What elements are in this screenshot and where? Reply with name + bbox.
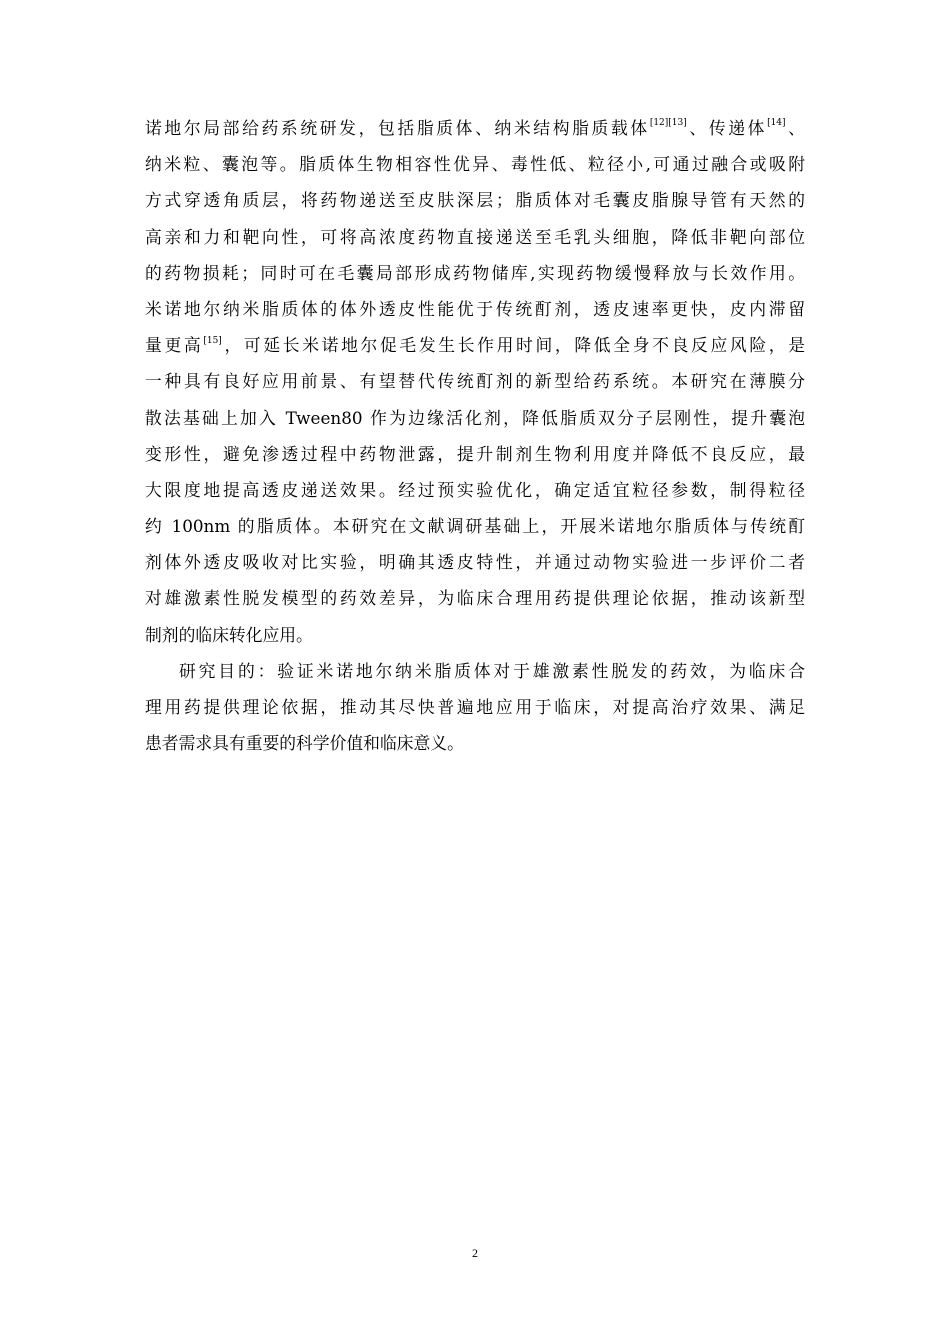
paragraph-background: [145, 110, 805, 653]
text-run: 的药物损耗；同时可在毛囊局部形成药物储库,实现药物缓慢释放与长效作用。: [145, 262, 805, 283]
text-line: [145, 182, 805, 218]
text-line: [145, 146, 805, 182]
text-run: 变形性，避免渗透过程中药物泄露，提升制剂生物利用度并降低不良反应，最: [145, 443, 805, 464]
text-line: [145, 617, 805, 653]
text-line: [145, 363, 805, 399]
text-line: [145, 327, 805, 363]
text-line: [145, 689, 805, 725]
body-text: [145, 110, 805, 761]
text-line: [145, 291, 805, 327]
text-run: 高亲和力和靶向性，可将高浓度药物直接递送至毛乳头细胞，降低非靶向部位: [145, 226, 805, 247]
text-run: 、传递体: [686, 118, 768, 138]
text-line: [145, 508, 805, 544]
text-line: [145, 400, 805, 436]
text-line: [145, 255, 805, 291]
text-run: ，可延长米诺地尔促毛发生长作用时间，降低全身不良反应风险，是: [221, 335, 805, 356]
text-run: 患者需求具有重要的科学价值和临床意义。: [145, 733, 464, 754]
citation-reference: [12][13]: [649, 118, 687, 129]
text-run: 约 100nm 的脂质体。本研究在文献调研基础上，开展米诺地尔脂质体与传统酊: [145, 516, 805, 537]
text-run: 米诺地尔纳米脂质体的体外透皮性能优于传统酊剂，透皮速率更快，皮内滞留: [145, 298, 805, 319]
text-run: 一种具有良好应用前景、有望替代传统酊剂的新型给药系统。本研究在薄膜分: [145, 371, 805, 392]
text-run: 、: [785, 118, 805, 138]
text-run: 制剂的临床转化应用。: [145, 624, 313, 645]
text-line: [145, 653, 805, 689]
text-run: 理用药提供理论依据，推动其尽快普遍地应用于临床，对提高治疗效果、满足: [145, 697, 805, 717]
paragraph-research-purpose: [145, 653, 805, 762]
text-run: 散法基础上加入 Tween80 作为边缘活化剂，降低脂质双分子层刚性，提升囊泡: [145, 407, 805, 428]
page-number: 2: [472, 1246, 478, 1260]
text-run: 剂体外透皮吸收对比实验，明确其透皮特性，并通过动物实验进一步评价二者: [145, 552, 805, 573]
text-run: 诺地尔局部给药系统研发，包括脂质体、纳米结构脂质载体: [145, 118, 650, 138]
text-line: [145, 219, 805, 255]
text-run: 研究目的：验证米诺地尔纳米脂质体对于雄激素性脱发的药效，为临床合: [179, 660, 805, 681]
text-line: [145, 544, 805, 580]
text-line: [145, 725, 805, 761]
text-line: [145, 580, 805, 616]
text-line: [145, 472, 805, 508]
citation-reference: [15]: [203, 335, 222, 346]
text-run: 大限度地提高透皮递送效果。经过预实验优化，确定适宜粒径参数，制得粒径: [145, 479, 805, 500]
text-line: [145, 436, 805, 472]
text-run: 对雄激素性脱发模型的药效差异，为临床合理用药提供理论依据，推动该新型: [145, 588, 805, 609]
citation-reference: [14]: [767, 118, 786, 129]
text-run: 纳米粒、囊泡等。脂质体生物相容性优异、毒性低、粒径小,可通过融合或吸附: [145, 154, 805, 175]
text-run: 量更高: [145, 335, 204, 356]
text-line: [145, 110, 805, 146]
text-run: 方式穿透角质层，将药物递送至皮肤深层；脂质体对毛囊皮脂腺导管有天然的: [145, 190, 805, 211]
